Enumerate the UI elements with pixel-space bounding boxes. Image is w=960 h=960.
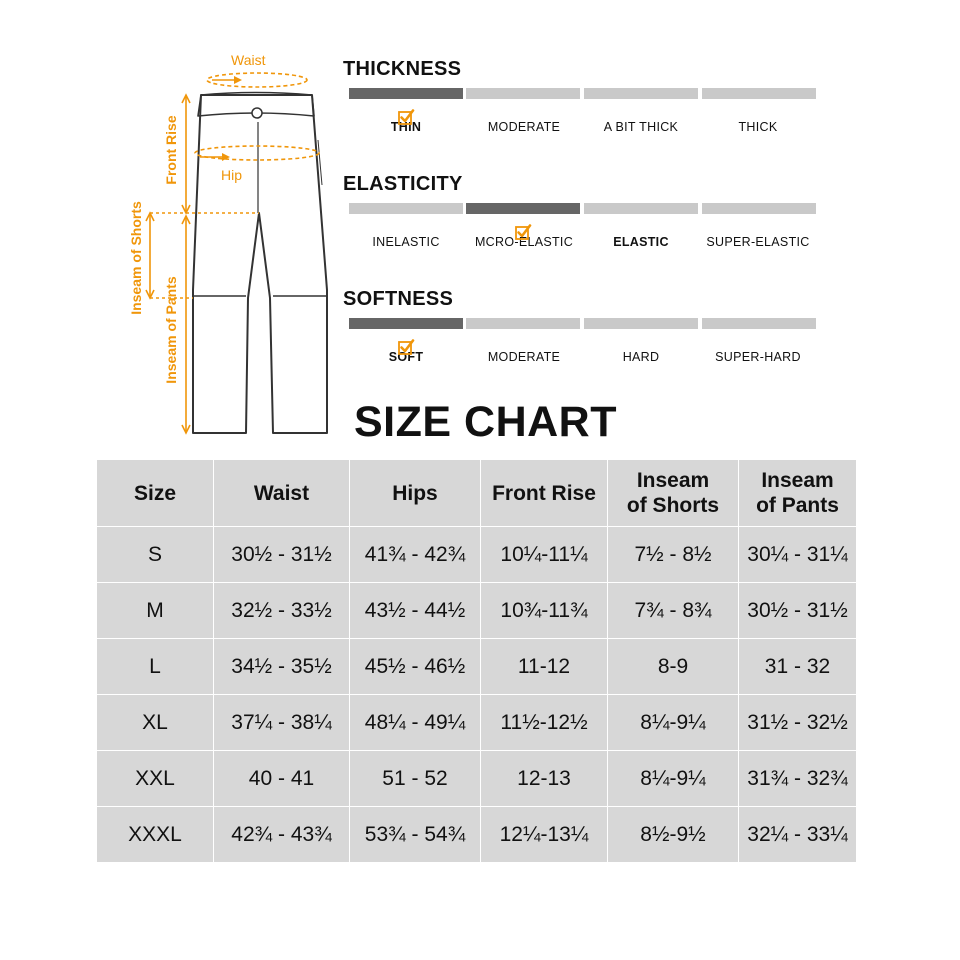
table-cell: 12¼-13¼ bbox=[481, 807, 608, 863]
table-cell: 45½ - 46½ bbox=[350, 639, 481, 695]
table-row bbox=[97, 807, 857, 863]
table-cell: 12-13 bbox=[481, 751, 608, 807]
table-cell: 31 - 32 bbox=[739, 639, 857, 695]
elasticity-levels bbox=[349, 235, 825, 255]
level-label: MCRO-ELASTIC bbox=[474, 235, 574, 249]
scale-bar bbox=[584, 88, 698, 99]
table-header-row bbox=[97, 460, 857, 527]
header-hips: Hips bbox=[350, 460, 481, 527]
table-cell: 48¼ - 49¼ bbox=[350, 695, 481, 751]
scale-bar bbox=[584, 203, 698, 214]
table-cell: 11½-12½ bbox=[481, 695, 608, 751]
softness-scale bbox=[349, 318, 825, 330]
table-cell: 53¾ - 54¾ bbox=[350, 807, 481, 863]
scale-bar bbox=[702, 318, 816, 329]
table-cell: 31¾ - 32¾ bbox=[739, 751, 857, 807]
checkmark-icon bbox=[397, 108, 415, 126]
table-cell: 8¼-9¼ bbox=[608, 751, 739, 807]
level-label: SOFT bbox=[388, 350, 424, 364]
table-cell: 11-12 bbox=[481, 639, 608, 695]
level-label: INELASTIC bbox=[372, 235, 440, 249]
scale-bar bbox=[702, 203, 816, 214]
level-label: A BIT THICK bbox=[603, 120, 679, 134]
table-cell: 30¼ - 31¼ bbox=[739, 527, 857, 583]
inseam-pants-label: Inseam of Pants bbox=[163, 276, 179, 384]
scale-bar bbox=[349, 318, 463, 329]
table-cell: S bbox=[97, 527, 214, 583]
table-cell: 51 - 52 bbox=[350, 751, 481, 807]
pants-outline bbox=[193, 93, 327, 434]
waist-button-icon bbox=[252, 108, 262, 118]
table-cell: 41¾ - 42¾ bbox=[350, 527, 481, 583]
thickness-levels bbox=[349, 120, 825, 140]
table-cell: M bbox=[97, 583, 214, 639]
table-cell: 32¼ - 33¼ bbox=[739, 807, 857, 863]
level-label: MODERATE bbox=[487, 350, 561, 364]
table-cell: 31½ - 32½ bbox=[739, 695, 857, 751]
table-cell: 40 - 41 bbox=[214, 751, 350, 807]
header-front-rise: Front Rise bbox=[481, 460, 608, 527]
softness-title: SOFTNESS bbox=[343, 288, 454, 310]
table-row bbox=[97, 695, 857, 751]
table-cell: 10¼-11¼ bbox=[481, 527, 608, 583]
hip-label: Hip bbox=[221, 167, 243, 183]
table-row bbox=[97, 527, 857, 583]
scale-bar bbox=[702, 88, 816, 99]
table-cell: XXL bbox=[97, 751, 214, 807]
scale-bar bbox=[584, 318, 698, 329]
table-cell: 8-9 bbox=[608, 639, 739, 695]
scale-bar bbox=[466, 318, 580, 329]
level-label: HARD bbox=[622, 350, 660, 364]
elasticity-scale bbox=[349, 203, 825, 215]
scale-bar bbox=[466, 203, 580, 214]
table-cell: 37¼ - 38¼ bbox=[214, 695, 350, 751]
level-label: ELASTIC bbox=[613, 235, 669, 249]
elasticity-title: ELASTICITY bbox=[343, 173, 463, 195]
table-row bbox=[97, 583, 857, 639]
table-cell: 32½ - 33½ bbox=[214, 583, 350, 639]
table-cell: 8¼-9¼ bbox=[608, 695, 739, 751]
table-cell: 7¾ - 8¾ bbox=[608, 583, 739, 639]
scale-bar bbox=[466, 88, 580, 99]
front-rise-label: Front Rise bbox=[163, 115, 179, 185]
checkmark-icon bbox=[397, 338, 415, 356]
table-cell: XL bbox=[97, 695, 214, 751]
header-inseam-pants: Inseam of Pants bbox=[739, 460, 857, 527]
table-cell: 42¾ - 43¾ bbox=[214, 807, 350, 863]
size-chart-title: SIZE CHART bbox=[354, 398, 617, 446]
softness-levels bbox=[349, 350, 825, 370]
table-cell: XXXL bbox=[97, 807, 214, 863]
thickness-scale bbox=[349, 88, 825, 100]
checkmark-icon bbox=[514, 223, 532, 241]
waist-label: Waist bbox=[231, 52, 266, 68]
thickness-title: THICKNESS bbox=[343, 58, 462, 80]
table-cell: L bbox=[97, 639, 214, 695]
table-cell: 30½ - 31½ bbox=[739, 583, 857, 639]
table-cell: 30½ - 31½ bbox=[214, 527, 350, 583]
table-row bbox=[97, 751, 857, 807]
scale-bar bbox=[349, 203, 463, 214]
table-cell: 10¾-11¾ bbox=[481, 583, 608, 639]
header-size: Size bbox=[97, 460, 214, 527]
level-label: THICK bbox=[738, 120, 778, 134]
scale-bar bbox=[349, 88, 463, 99]
level-label: MODERATE bbox=[487, 120, 561, 134]
header-waist: Waist bbox=[214, 460, 350, 527]
size-chart-table bbox=[96, 459, 857, 863]
level-label: SUPER-ELASTIC bbox=[706, 235, 810, 249]
inseam-shorts-label: Inseam of Shorts bbox=[128, 201, 144, 315]
level-label: SUPER-HARD bbox=[715, 350, 801, 364]
table-row bbox=[97, 639, 857, 695]
level-label: THIN bbox=[390, 120, 422, 134]
table-cell: 8½-9½ bbox=[608, 807, 739, 863]
table-cell: 34½ - 35½ bbox=[214, 639, 350, 695]
header-inseam-shorts: Inseam of Shorts bbox=[608, 460, 739, 527]
pants-measurement-diagram bbox=[120, 45, 340, 445]
table-cell: 7½ - 8½ bbox=[608, 527, 739, 583]
table-cell: 43½ - 44½ bbox=[350, 583, 481, 639]
